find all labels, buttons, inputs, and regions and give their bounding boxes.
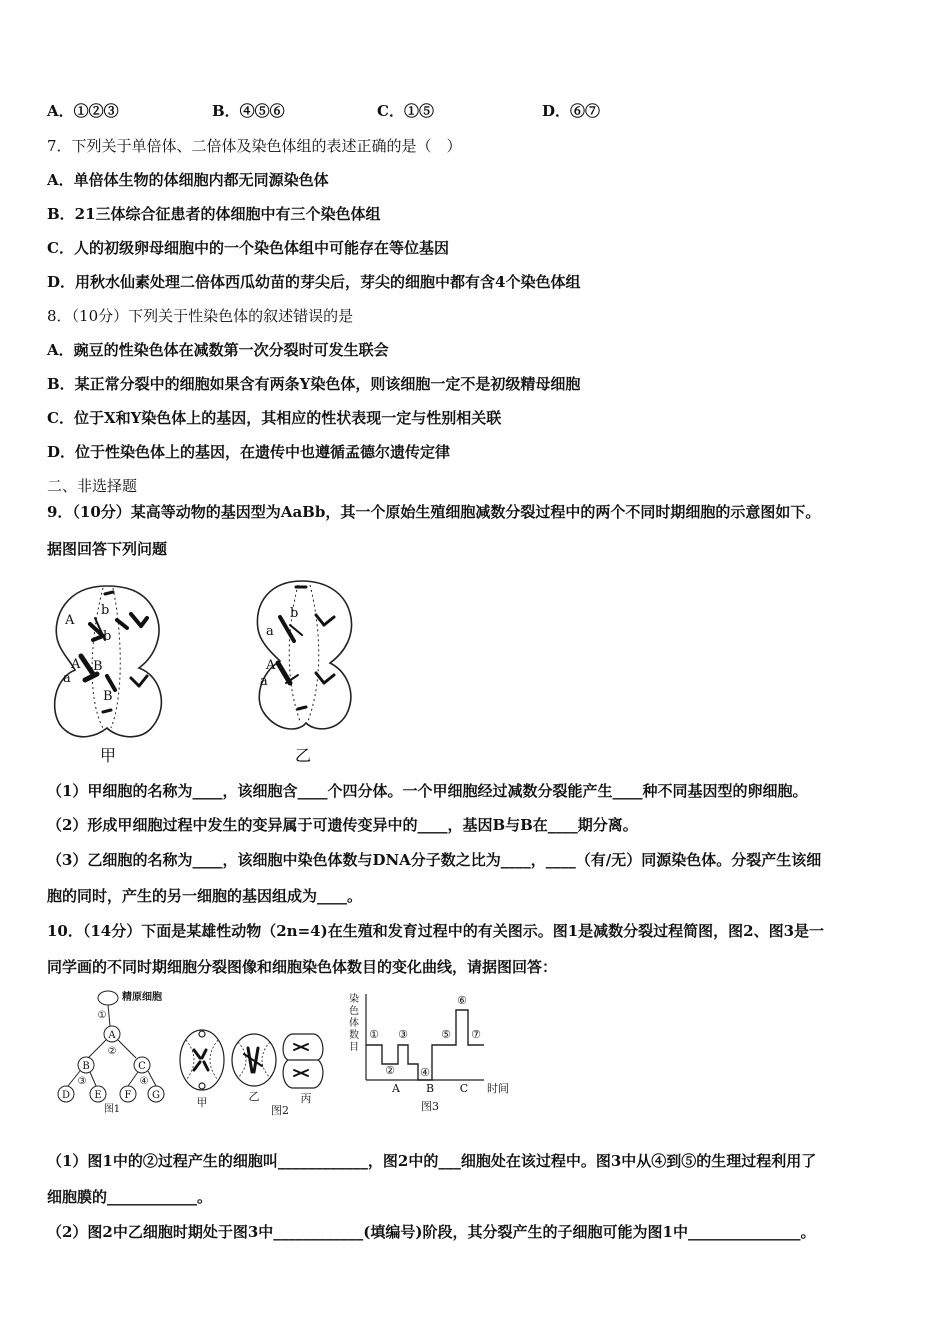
fig1-node-e: E <box>94 1090 102 1101</box>
q10-stem-cont: 同学画的不同时期细胞分裂图像和细胞染色体数目的变化曲线，请据图回答： <box>47 958 558 976</box>
gene-label: a <box>260 674 268 689</box>
fig3-stage-3: ③ <box>398 1028 408 1041</box>
q10-part-1-cont: 细胞膜的____________。 <box>47 1188 213 1206</box>
q8-option-b[interactable]: B．某正常分裂中的细胞如果含有两条Y染色体，则该细胞一定不是初级精母细胞 <box>47 375 581 393</box>
fig1-node-b: B <box>82 1061 90 1072</box>
q9-part-3-cont: 胞的同时，产生的另一细胞的基因组成为____。 <box>47 887 363 905</box>
fig1-node-c: C <box>138 1061 146 1072</box>
gene-label: b <box>103 629 112 644</box>
fig3-ylabel-char: 染 <box>349 994 359 1005</box>
q9-part-2: （2）形成甲细胞过程中发生的变异属于可遗传变异中的____，基因B与B在____期分离。 <box>47 816 638 834</box>
q9-stem: 9．（10分）某高等动物的基因型为AaBb，其一个原始生殖细胞减数分裂过程中的两个不同时期细胞的示意图如下。 <box>47 503 821 521</box>
fig3-ylabel-char: 色 <box>349 1006 359 1017</box>
fig1-caption: 图1 <box>103 1104 121 1115</box>
fig3-ylabel-char: 目 <box>349 1042 359 1053</box>
q7-option-b[interactable]: B．21三体综合征患者的体细胞中有三个染色体组 <box>47 205 381 223</box>
fig3-stage-6: ⑥ <box>457 994 467 1007</box>
q6-option-a[interactable]: A．①②③ <box>47 102 119 120</box>
q6-options <box>47 101 600 121</box>
fig1-step-2: ② <box>107 1046 117 1057</box>
fig1-spermatogonium-label: 精原细胞 <box>122 992 162 1003</box>
fig2-cell-bing: 丙 <box>300 1092 312 1105</box>
fig2-caption: 图2 <box>271 1104 289 1117</box>
q7-option-c[interactable]: C．人的初级卵母细胞中的一个染色体组中可能存在等位基因 <box>47 239 449 257</box>
fig1-node-d: D <box>61 1090 71 1101</box>
fig3-stage-5: ⑤ <box>441 1028 451 1041</box>
fig3-xtick-c: C <box>459 1082 469 1095</box>
fig3-stage-2: ② <box>385 1064 395 1077</box>
gene-label: b <box>290 606 299 621</box>
gene-label: a <box>63 671 71 686</box>
q9-part-1: （1）甲细胞的名称为____，该细胞含____个四分体。一个甲细胞经过减数分裂能产生____种不同基因型的卵细胞。 <box>47 782 808 800</box>
q6-option-b[interactable]: B．④⑤⑥ <box>212 102 285 120</box>
fig3-ylabel-char: 数 <box>349 1030 359 1041</box>
q10-figure-3 <box>346 990 516 1116</box>
q10-figure-2 <box>176 1026 326 1120</box>
gene-label: b <box>101 603 110 618</box>
fig1-step-4: ④ <box>139 1076 149 1087</box>
q7-stem: 7．下列关于单倍体、二倍体及染色体组的表述正确的是（ ） <box>47 137 462 155</box>
q8-option-d[interactable]: D．位于性染色体上的基因，在遗传中也遵循孟德尔遗传定律 <box>47 443 451 461</box>
fig3-xtick-a: A <box>392 1082 400 1095</box>
fig3-caption: 图3 <box>421 1100 439 1113</box>
gene-label: A <box>71 657 81 672</box>
fig1-node-f: F <box>124 1090 132 1101</box>
fig3-xtick-b: B <box>425 1082 435 1095</box>
q9-label-jia: 甲 <box>100 746 117 765</box>
q6-option-d[interactable]: D．⑥⑦ <box>542 102 601 120</box>
fig3-stage-4: ④ <box>420 1066 430 1079</box>
q8-option-c[interactable]: C．位于X和Y染色体上的基因，其相应的性状表现一定与性别相关联 <box>47 409 502 427</box>
q9-part-3: （3）乙细胞的名称为____，该细胞中染色体数与DNA分子数之比为____，____（有/无）同源染色体。分裂产生该细 <box>47 851 822 869</box>
q8-stem: 8．（10分）下列关于性染色体的叙述错误的是 <box>47 307 354 325</box>
q9-stem-cont: 据图回答下列问题 <box>47 540 168 558</box>
q7-option-d[interactable]: D．用秋水仙素处理二倍体西瓜幼苗的芽尖后，芽尖的细胞中都有含4个染色体组 <box>47 273 581 291</box>
q7-option-a[interactable]: A．单倍体生物的体细胞内都无同源染色体 <box>47 171 329 189</box>
q9-label-yi: 乙 <box>295 746 312 765</box>
fig1-step-1: ① <box>97 1010 107 1021</box>
gene-label: a <box>266 624 274 639</box>
gene-label: B <box>103 689 113 704</box>
fig2-cell-jia: 甲 <box>196 1096 208 1109</box>
fig3-stage-7: ⑦ <box>471 1028 481 1041</box>
q10-part-1: （1）图1中的②过程产生的细胞叫____________，图2中的___细胞处在该过程中。图3中从④到⑤的生理过程利用了 <box>47 1152 817 1170</box>
q8-option-a[interactable]: A．豌豆的性染色体在减数第一次分裂时可发生联会 <box>47 341 389 359</box>
fig3-ylabel-char: 体 <box>349 1018 359 1029</box>
q6-option-c[interactable]: C．①⑤ <box>377 102 434 120</box>
gene-label: A <box>65 613 75 628</box>
fig3-stage-1: ① <box>369 1028 379 1041</box>
fig1-node-g: G <box>152 1090 160 1101</box>
fig1-step-3: ③ <box>77 1076 87 1087</box>
q9-figure-jia <box>45 578 170 773</box>
q10-part-2: （2）图2中乙细胞时期处于图3中____________(填编号)阶段，其分裂产生的子细胞可能为图1中_______________。 <box>47 1223 816 1241</box>
fig2-cell-yi: 乙 <box>248 1090 260 1103</box>
section-heading: 二、非选择题 <box>47 477 138 495</box>
q10-figure-1 <box>52 988 177 1116</box>
fig3-xlabel: 时间 <box>487 1082 509 1095</box>
q9-figure-yi <box>250 573 360 773</box>
fig1-node-a: A <box>108 1030 116 1041</box>
gene-label: A <box>266 658 276 673</box>
q10-stem: 10．（14分）下面是某雄性动物（2n=4)在生殖和发育过程中的有关图示。图1是减数分裂过程简图，图2、图3是一 <box>47 922 825 940</box>
gene-label: B <box>93 659 103 674</box>
